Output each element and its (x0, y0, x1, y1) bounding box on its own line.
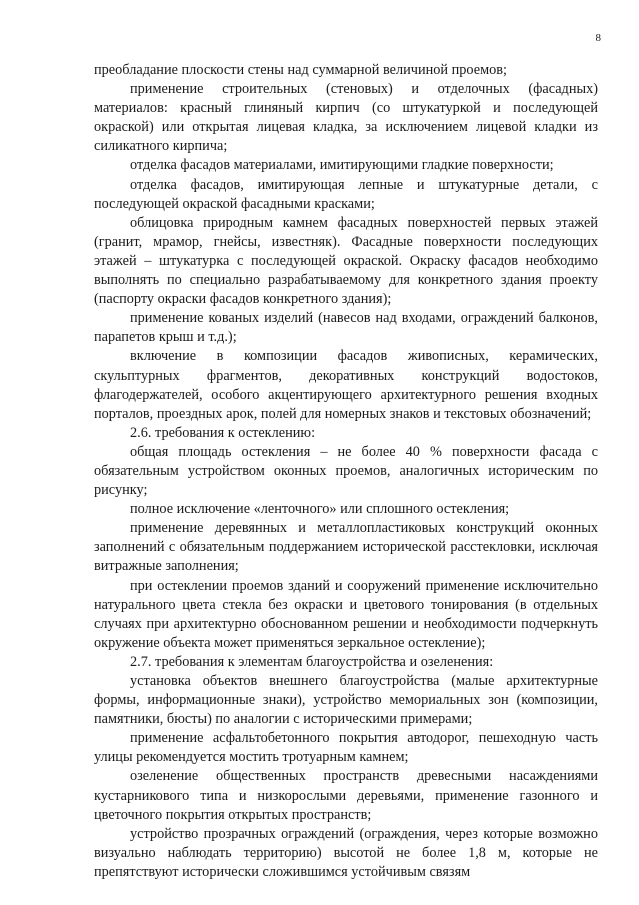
paragraph: общая площадь остекления – не более 40 % поверхности фасада с обязательным устройством оконных проемов, аналогичных историческим по рисунку; (94, 443, 598, 499)
paragraph: при остеклении проемов зданий и сооружений применение исключительно натурального цвета стекла без окраски и цветового тонирования (в отдельных случаях при архитектурно обоснованном решении и необходимости подчеркнуть окружение объекта может применяться зеркальное остекление); (94, 577, 598, 651)
paragraph: применение асфальтобетонного покрытия автодорог, пешеходную часть улицы рекомендуется мостить тротуарным камнем; (94, 730, 598, 766)
section-heading: 2.6. требования к остеклению: (130, 424, 316, 441)
paragraph: полное исключение «ленточного» или сплошного остекления; (130, 501, 510, 518)
paragraph: отделка фасадов материалами, имитирующими гладкие поверхности; (130, 157, 554, 174)
paragraph: установка объектов внешнего благоустройства (малые архитектурные формы, информационные знаки), устройство мемориальных зон (композиции, памятники, бюсты) по аналогии с историческими примерами; (94, 673, 598, 728)
paragraph: применение строительных (стеновых) и отделочных (фасадных) материалов: красный глиняный кирпич (со штукатуркой и последующей окраской) или открытая лицевая кладка, за исключением лицевой кладки из силикатного кирпича; (94, 81, 598, 155)
page-number: 8 (595, 32, 601, 44)
paragraph: включение в композиции фасадов живописных, керамических, скульптурных фрагментов, декоративных конструкций водостоков, флагодержателей, особого акцентирующего архитектурного решения входных порталов, проездных арок, полей для номерных знаков и текстовых обозначений; (94, 348, 598, 422)
paragraph: облицовка природным камнем фасадных поверхностей первых этажей (гранит, мрамор, гнейсы, известняк). Фасадные поверхности последующих этажей – штукатурка с последующей окраской. Окраску фасадов необходимо выполнять по специально разрабатываемому для конкретного здания проекту (паспорту окраски фасадов конкретного здания); (94, 214, 598, 308)
document-body (94, 61, 598, 882)
paragraph: озеленение общественных пространств древесными насаждениями кустарникового типа и низкорослыми деревьями, применение газонного и цветочного покрытия открытых пространств; (94, 768, 598, 823)
section-heading: 2.7. требования к элементам благоустройства и озеленения: (130, 653, 494, 670)
paragraph: устройство прозрачных ограждений (ограждения, через которые возможно визуально наблюдать территорию) высотой не более 1,8 м, которые не препятствуют исторически сложившимся устойчивым связям (94, 825, 598, 880)
paragraph: применение кованых изделий (навесов над входами, ограждений балконов, парапетов крыш и т.д.); (94, 310, 598, 346)
paragraph: применение деревянных и металлопластиковых конструкций оконных заполнений с обязательным поддержанием исторической расстекловки, исключая витражные заполнения; (94, 520, 598, 575)
paragraph: преобладание плоскости стены над суммарной величиной проемов; (94, 62, 508, 78)
paragraph: отделка фасадов, имитирующая лепные и штукатурные детали, с последующей окраской фасадными красками; (94, 176, 598, 212)
